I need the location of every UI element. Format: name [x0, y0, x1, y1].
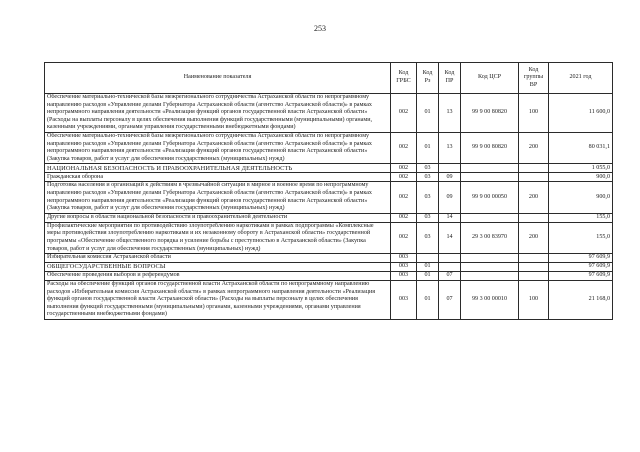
row-name: Гражданская оборона [45, 173, 391, 182]
row-sum: 900,0 [549, 173, 613, 182]
row-pr: 09 [439, 182, 461, 213]
row-pr: 13 [439, 132, 461, 163]
table-row [45, 222, 613, 253]
table-row [45, 94, 613, 133]
row-grbs: 003 [391, 281, 417, 320]
row-csr: 99 9 00 00050 [461, 182, 519, 213]
row-csr: 99 3 00 00010 [461, 281, 519, 320]
table-row [45, 272, 613, 281]
header-csr: Код ЦСР [461, 63, 519, 94]
row-csr [461, 164, 519, 173]
row-name: Другие вопросы в области национальной безопасности и правоохранительной деятельности [45, 213, 391, 222]
row-csr: 29 3 00 83970 [461, 222, 519, 253]
row-rz: 01 [417, 94, 439, 133]
page-number: 253 [314, 24, 326, 33]
row-vr [519, 272, 549, 281]
row-pr [439, 164, 461, 173]
row-vr [519, 173, 549, 182]
row-rz: 03 [417, 222, 439, 253]
header-name: Наименование показателя [45, 63, 391, 94]
row-vr [519, 213, 549, 222]
row-vr: 100 [519, 281, 549, 320]
row-pr [439, 263, 461, 272]
row-vr [519, 254, 549, 263]
row-pr: 13 [439, 94, 461, 133]
row-sum: 97 609,9 [549, 263, 613, 272]
table-row [45, 281, 613, 320]
row-sum: 21 168,0 [549, 281, 613, 320]
row-vr: 200 [519, 222, 549, 253]
table-header-row [45, 63, 613, 94]
header-grbs: Код ГРБС [391, 63, 417, 94]
row-name: НАЦИОНАЛЬНАЯ БЕЗОПАСНОСТЬ И ПРАВООХРАНИТЕЛЬНАЯ ДЕЯТЕЛЬНОСТЬ [45, 164, 391, 173]
table-row [45, 213, 613, 222]
table-row [45, 263, 613, 272]
row-grbs: 002 [391, 164, 417, 173]
row-sum: 900,0 [549, 182, 613, 213]
row-sum: 97 609,9 [549, 272, 613, 281]
row-rz: 01 [417, 263, 439, 272]
row-name: Обеспечение материально-технической базы межрегионального сотрудничества Астраханской области по непрограммному направлению расходов «Управление делами Губернатора Астраханской области (агентство Астраханской области)» в рамках непрограммного направления деятельности «Реализация функций органов государственной власти Астраханской области» (Закупка товаров, работ и услуг для обеспечения государственных (муниципальных) нужд) [45, 132, 391, 163]
row-vr [519, 263, 549, 272]
row-csr [461, 173, 519, 182]
row-sum: 155,0 [549, 213, 613, 222]
row-rz [417, 254, 439, 263]
header-year: 2021 год [549, 63, 613, 94]
row-grbs: 003 [391, 254, 417, 263]
row-pr [439, 254, 461, 263]
row-pr: 14 [439, 222, 461, 253]
table-row [45, 164, 613, 173]
row-pr: 14 [439, 213, 461, 222]
row-grbs: 002 [391, 173, 417, 182]
row-rz: 03 [417, 213, 439, 222]
row-rz: 01 [417, 132, 439, 163]
row-csr [461, 254, 519, 263]
row-csr: 99 9 00 80820 [461, 94, 519, 133]
row-name: Расходы на обеспечение функций органов государственной власти Астраханской области по непрограммному направлению расходов «Избирательная комиссия Астраханской области» в рамках непрограммного направления деятельности «Реализация функций органов государственной власти Астраханской области» (Расходы на выплаты персоналу в целях обеспечения выполнения функций государственными (муниципальными) органами, казенными учреждениями, органами управления государственными внебюджетными фондами) [45, 281, 391, 320]
row-sum: 1 055,0 [549, 164, 613, 173]
table-row [45, 132, 613, 163]
row-rz: 03 [417, 164, 439, 173]
row-vr: 100 [519, 94, 549, 133]
row-csr: 99 9 00 80820 [461, 132, 519, 163]
row-csr [461, 263, 519, 272]
row-grbs: 002 [391, 94, 417, 133]
row-name: Подготовка населения и организаций к действиям в чрезвычайной ситуации в мирное и военное время по непрограммному направлению расходов «Управление делами Губернатора Астраханской области (агентство Астраханской области)» в рамках непрограммного направления деятельности «Реализация функций органов государственной власти Астраханской области» (Закупка товаров, работ и услуг для обеспечения государственных (муниципальных) нужд) [45, 182, 391, 213]
header-rz: Код Рз [417, 63, 439, 94]
row-sum: 155,0 [549, 222, 613, 253]
row-name: Профилактические мероприятия по противодействию злоупотреблению наркотиками в рамках подпрограммы «Комплексные меры противодействия злоупотреблению наркотиками и их незаконному обороту в Астраханской области» государственной программы «Обеспечение общественного порядка и усиление борьбы с преступностью в Астраханской области» (Закупка товаров, работ и услуг для обеспечения государственных (муниципальных) нужд) [45, 222, 391, 253]
row-name: ОБЩЕГОСУДАРСТВЕННЫЕ ВОПРОСЫ [45, 263, 391, 272]
row-grbs: 003 [391, 263, 417, 272]
row-name: Обеспечение проведения выборов и референдумов [45, 272, 391, 281]
row-rz: 03 [417, 173, 439, 182]
row-grbs: 002 [391, 222, 417, 253]
header-vr: Код группы ВР [519, 63, 549, 94]
row-csr [461, 213, 519, 222]
row-name: Избирательная комиссия Астраханской области [45, 254, 391, 263]
header-pr: Код ПР [439, 63, 461, 94]
row-grbs: 003 [391, 272, 417, 281]
budget-table [44, 62, 613, 320]
row-pr: 09 [439, 173, 461, 182]
row-pr: 07 [439, 281, 461, 320]
row-name: Обеспечение материально-технической базы межрегионального сотрудничества Астраханской области по непрограммному направлению расходов «Управление делами Губернатора Астраханской области (агентство Астраханской области)» в рамках непрограммного направления деятельности «Реализация функций органов государственной власти Астраханской области» (Расходы на выплаты персоналу в целях обеспечения выполнения функций государственными (муниципальными) органами, казенными учреждениями, органами управления государственными внебюджетными фондами) [45, 94, 391, 133]
row-csr [461, 272, 519, 281]
row-sum: 97 609,9 [549, 254, 613, 263]
row-grbs: 002 [391, 132, 417, 163]
row-vr: 200 [519, 132, 549, 163]
row-rz: 01 [417, 272, 439, 281]
row-pr: 07 [439, 272, 461, 281]
row-rz: 01 [417, 281, 439, 320]
row-grbs: 002 [391, 182, 417, 213]
table-row [45, 182, 613, 213]
row-vr [519, 164, 549, 173]
row-sum: 80 031,1 [549, 132, 613, 163]
table-row [45, 254, 613, 263]
row-grbs: 002 [391, 213, 417, 222]
row-rz: 03 [417, 182, 439, 213]
table-row [45, 173, 613, 182]
row-sum: 11 600,0 [549, 94, 613, 133]
row-vr: 200 [519, 182, 549, 213]
